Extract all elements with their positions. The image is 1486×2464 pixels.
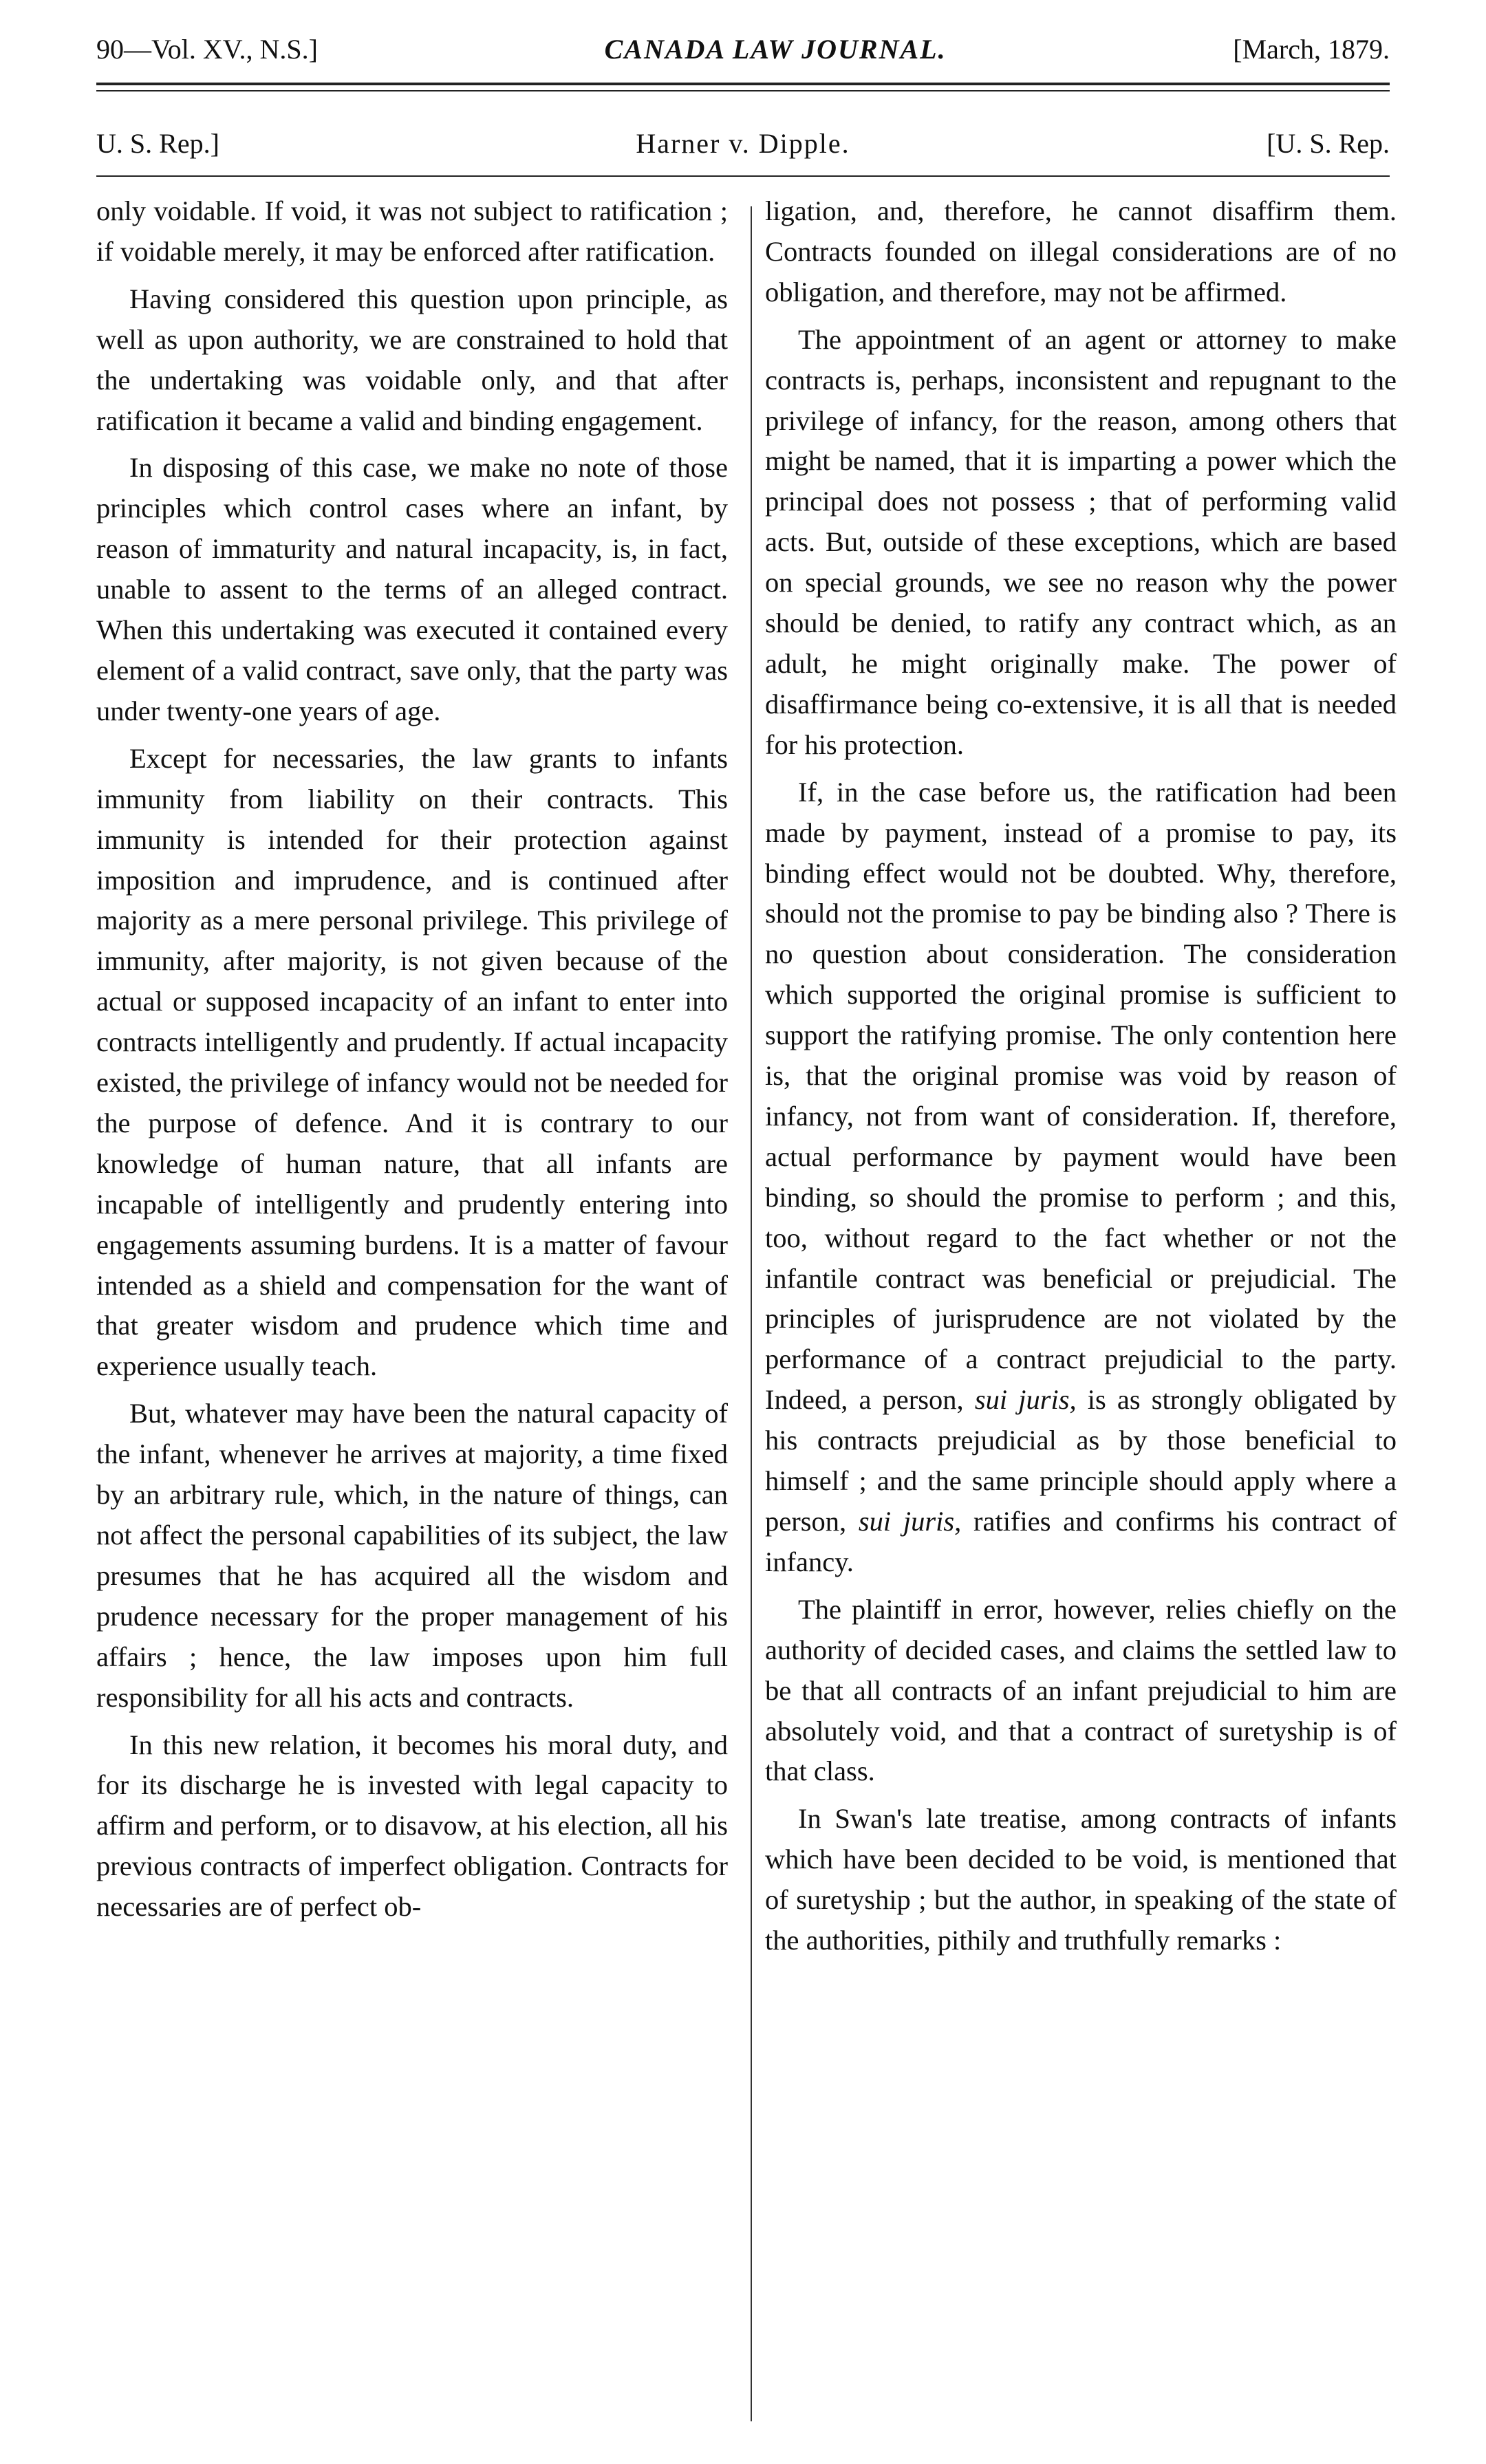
latin-term: sui juris, bbox=[858, 1506, 962, 1537]
journal-title: CANADA LAW JOURNAL. bbox=[604, 34, 947, 65]
paragraph-text: If, in the case before us, the ratification had been made by payment, instead of a promise to pay, its binding effect would not be doubted. Why, therefore, should not the promise to pay be binding also ? There is no question about consideration. The consideration which supported the original promise is sufficient to support the ratifying promise. The only contention here is, that the original promise was void by reason of infancy, not from want of consideration. If, therefore, actual performance by payment would have been binding, so should the promise to perform ; and this, too, without regard to the fact whether or not the infantile contract was beneficial or prejudicial. The principles of jurisprudence are not violated by the performance of a contract prejudicial to the party. Indeed, a person, bbox=[765, 776, 1397, 1416]
issue-date: [March, 1879. bbox=[1233, 34, 1390, 65]
paragraph: Except for necessaries, the law grants to infants immunity from liability on their contracts. This immunity is intended for their protection against imposition and imprudence, and is continued after majority as a mere personal privilege. This privilege of immunity, after majority, is not given because of the actual or supposed incapacity of an infant to enter into contracts intelligently and prudently. If actual incapacity existed, the privilege of infancy would not be needed for the purpose of defence. And it is contrary to our knowledge of human nature, that all infants are incapable of intelligently and prudently entering into engagements assuming burdens. It is a matter of favour intended as a shield and compensation for the want of that greater wisdom and prudence which time and experience usually teach. bbox=[96, 742, 728, 1382]
header-rule-thin bbox=[96, 90, 1390, 91]
latin-term: sui juris, bbox=[974, 1384, 1077, 1416]
case-header bbox=[96, 127, 1390, 160]
case-reporter-left: U. S. Rep.] bbox=[96, 128, 219, 159]
case-reporter-right: [U. S. Rep. bbox=[1267, 128, 1390, 159]
paragraph-text: is as strongly obligated by his contracts prejudicial as by those beneficial to himself ; and the same principle should apply where a person, bbox=[765, 1384, 1397, 1537]
paragraph: Having considered this question upon principle, as well as upon authority, we are constrained to hold that the undertaking was voidable only, and that after ratification it became a valid and binding engagement. bbox=[96, 283, 728, 436]
paragraph: The plaintiff in error, however, relies chiefly on the authority of decided cases, and claims the settled law to be that all contracts of an infant prejudicial to him are absolutely void, and that a contract of suretyship is of that class. bbox=[765, 1593, 1397, 1787]
paragraph-text: ratifies and confirms his contract of infancy. bbox=[765, 1506, 1397, 1577]
paragraph: only voidable. If void, it was not subject to ratification ; if voidable merely, it may be enforced after ratification. bbox=[96, 195, 728, 267]
column-divider bbox=[751, 206, 752, 2421]
running-header bbox=[96, 33, 1390, 65]
paragraph: The appointment of an agent or attorney to make contracts is, perhaps, inconsistent and repugnant to the privilege of infancy, for the reason, among others that might be named, that it is imparting a power which the principal does not possess ; that of performing valid acts. But, outside of these exceptions, which are based on special grounds, we see no reason why the power should be denied, to ratify any contract which, as an adult, he might originally make. The power of disaffirmance being co-extensive, it is all that is needed for his protection. bbox=[765, 323, 1397, 760]
case-header-rule bbox=[96, 175, 1390, 177]
case-title: Harner v. Dipple. bbox=[636, 128, 850, 159]
paragraph: In Swan's late treatise, among contracts of infants which have been decided to be void, is mentioned that of suretyship ; but the author, in speaking of the state of the authorities, pithily and truthfully remarks : bbox=[765, 1803, 1397, 1956]
left-column bbox=[96, 191, 728, 2420]
paragraph: In disposing of this case, we make no note of those principles which control cases where an infant, by reason of immaturity and natural incapacity, is, in fact, unable to assent to the terms of an alleged contract. When this undertaking was executed it contained every element of a valid contract, save only, that the party was under twenty-one years of age. bbox=[96, 452, 728, 726]
header-rule bbox=[96, 83, 1390, 85]
volume-label: 90—Vol. XV., N.S.] bbox=[96, 34, 318, 65]
paragraph: In this new relation, it becomes his moral duty, and for its discharge he is invested with legal capacity to affirm and perform, or to disavow, at his election, all his previous contracts of imperfect obligation. Contracts for necessaries are of perfect ob- bbox=[96, 1729, 728, 1923]
paragraph: ligation, and, therefore, he cannot disaffirm them. Contracts founded on illegal considerations are of no obligation, and therefore, may not be affirmed. bbox=[765, 195, 1397, 307]
paragraph bbox=[765, 772, 1397, 1583]
right-column bbox=[765, 191, 1397, 2420]
paragraph: But, whatever may have been the natural capacity of the infant, whenever he arrives at majority, a time fixed by an arbitrary rule, which, in the nature of things, can not affect the personal capabilities of its subject, the law presumes that he has acquired all the wisdom and prudence necessary for the proper management of his affairs ; hence, the law imposes upon him full responsibility for all his acts and contracts. bbox=[96, 1398, 728, 1713]
